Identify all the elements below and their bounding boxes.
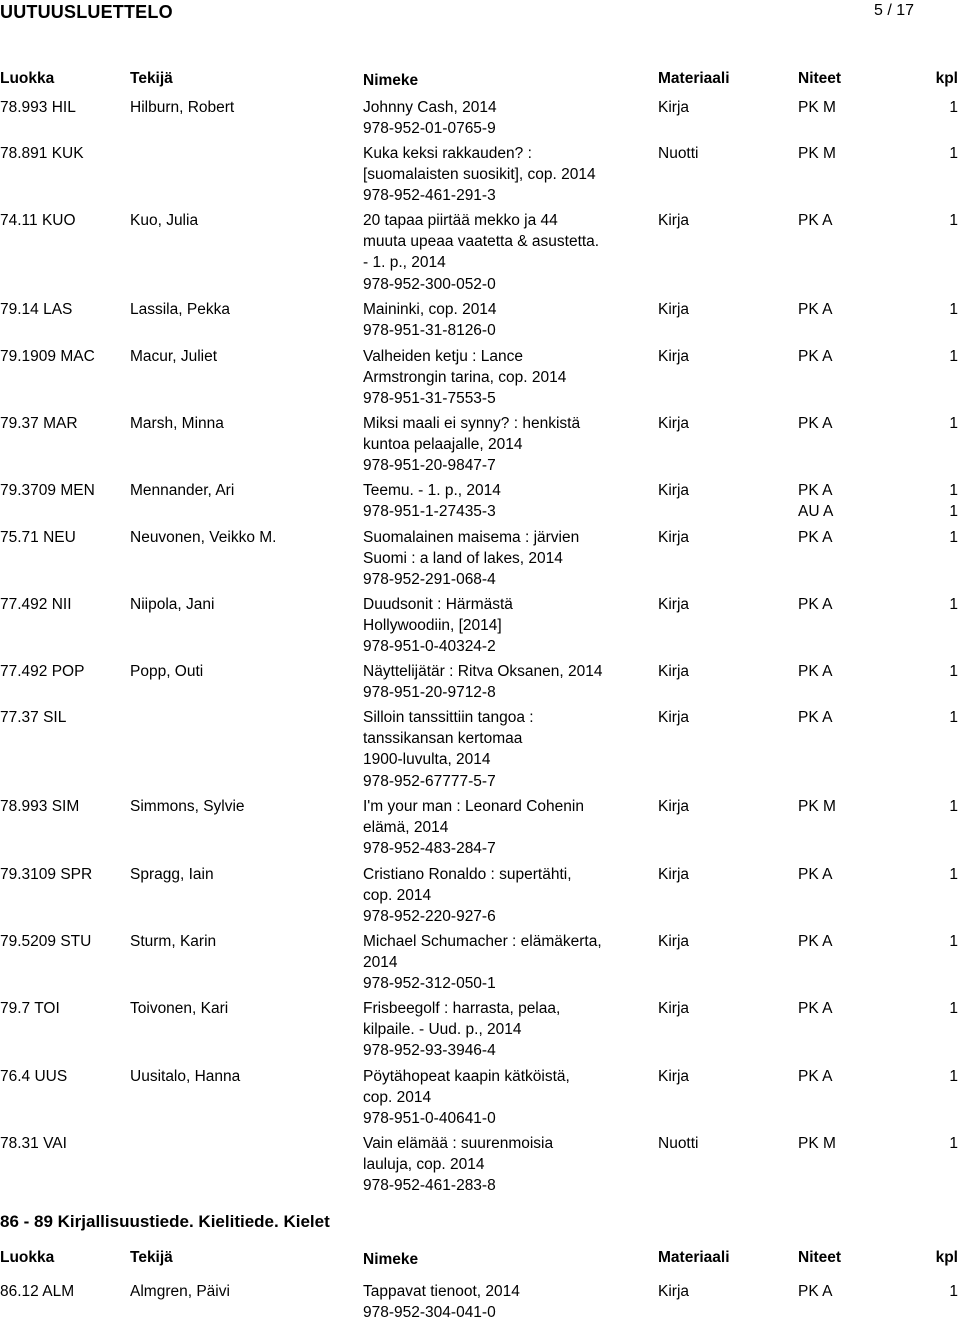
- count: 1: [949, 798, 958, 815]
- title-line: elämä, 2014: [363, 819, 449, 837]
- count: 1: [949, 866, 958, 883]
- class-code: 79.3709 MEN: [0, 482, 95, 499]
- header-notes: Niteet: [798, 1249, 842, 1266]
- material: Kirja: [658, 798, 690, 815]
- class-code: 77.492 NII: [0, 596, 72, 613]
- class-code: 75.71 NEU: [0, 529, 76, 546]
- title-block: [363, 97, 643, 139]
- isbn: 978-952-461-291-3: [363, 187, 496, 205]
- title-line: Kuka keksi rakkauden? :: [363, 145, 532, 162]
- note: PK A: [798, 301, 833, 318]
- header-count: kpl: [935, 1249, 958, 1266]
- isbn: 978-951-1-27435-3: [363, 503, 496, 521]
- title-line: kilpaile. - Uud. p., 2014: [363, 1021, 522, 1039]
- header-notes: Niteet: [798, 70, 842, 87]
- note: PK M: [798, 145, 836, 162]
- count-block: [949, 480, 958, 522]
- count: 1: [949, 529, 958, 546]
- count: 1: [949, 503, 958, 521]
- isbn: 978-952-483-284-7: [363, 840, 496, 858]
- author: Macur, Juliet: [130, 348, 218, 365]
- header-class: Luokka: [0, 70, 55, 87]
- title-line: Johnny Cash, 2014: [363, 99, 497, 116]
- title-line: cop. 2014: [363, 887, 432, 905]
- title-line: Suomalainen maisema : järvien: [363, 529, 580, 546]
- note: PK A: [798, 1068, 833, 1085]
- note: PK A: [798, 348, 833, 365]
- class-code: 79.14 LAS: [0, 301, 73, 318]
- isbn: 978-952-300-052-0: [363, 275, 496, 293]
- class-code: 79.7 TOI: [0, 1000, 60, 1017]
- title-line: Duudsonit : Härmästä: [363, 596, 513, 613]
- author: Lassila, Pekka: [130, 301, 230, 318]
- isbn: 978-951-0-40324-2: [363, 638, 496, 656]
- title-line: cop. 2014: [363, 1089, 432, 1107]
- note: PK M: [798, 798, 836, 815]
- title-line: 2014: [363, 954, 398, 972]
- material: Kirja: [658, 482, 690, 499]
- count: 1: [949, 1000, 958, 1017]
- note: PK A: [798, 709, 833, 726]
- isbn: 978-951-0-40641-0: [363, 1110, 496, 1128]
- author: Popp, Outi: [130, 663, 204, 680]
- note: PK A: [798, 596, 833, 613]
- author: Neuvonen, Veikko M.: [130, 529, 277, 546]
- title-line: Tappavat tienoot, 2014: [363, 1283, 520, 1300]
- note: PK M: [798, 1135, 836, 1152]
- class-code: 86.12 ALM: [0, 1283, 75, 1300]
- section-title: 86 - 89 Kirjallisuustiede. Kielitiede. Kielet: [0, 1212, 330, 1231]
- count: 1: [949, 709, 958, 726]
- header-title: Nimeke: [363, 1251, 419, 1268]
- title-block: [363, 210, 643, 295]
- note: PK A: [798, 415, 833, 432]
- note: PK A: [798, 933, 833, 950]
- author: Uusitalo, Hanna: [130, 1068, 241, 1085]
- title-line: lauluja, cop. 2014: [363, 1156, 485, 1174]
- title-block: [363, 998, 643, 1062]
- class-code: 79.1909 MAC: [0, 348, 95, 365]
- title-line: Armstrongin tarina, cop. 2014: [363, 369, 567, 387]
- count: 1: [949, 1283, 958, 1300]
- author: Spragg, Iain: [130, 866, 214, 883]
- material: Nuotti: [658, 1135, 699, 1152]
- title-block: [363, 796, 643, 860]
- isbn: 978-952-67777-5-7: [363, 772, 496, 790]
- note: PK A: [798, 482, 833, 499]
- class-code: 79.37 MAR: [0, 415, 78, 432]
- material: Kirja: [658, 709, 690, 726]
- title-block: [363, 864, 643, 928]
- material: Kirja: [658, 933, 690, 950]
- title-line: Valheiden ketju : Lance: [363, 348, 523, 365]
- count: 1: [949, 301, 958, 318]
- material: Kirja: [658, 1068, 690, 1085]
- title-block: [363, 480, 643, 522]
- isbn: 978-951-20-9847-7: [363, 457, 496, 475]
- material: Nuotti: [658, 145, 699, 162]
- material: Kirja: [658, 866, 690, 883]
- title-line: Frisbeegolf : harrasta, pelaa,: [363, 1000, 561, 1017]
- title-block: [363, 527, 643, 591]
- author: Almgren, Päivi: [130, 1283, 230, 1300]
- class-code: 78.993 HIL: [0, 99, 76, 116]
- title-line: Pöytähopeat kaapin kätköistä,: [363, 1068, 570, 1085]
- material: Kirja: [658, 1000, 690, 1017]
- title-line: 1900-luvulta, 2014: [363, 751, 491, 769]
- title-block: [363, 707, 643, 792]
- page-title: UUTUUSLUETTELO: [0, 2, 173, 22]
- author: Simmons, Sylvie: [130, 798, 245, 815]
- count: 1: [949, 933, 958, 950]
- title-line: Teemu. - 1. p., 2014: [363, 482, 501, 499]
- title-line: [suomalaisten suosikit], cop. 2014: [363, 166, 596, 184]
- class-code: 79.3109 SPR: [0, 866, 93, 883]
- header-class: Luokka: [0, 1249, 55, 1266]
- isbn: 978-952-312-050-1: [363, 975, 496, 993]
- count: 1: [949, 348, 958, 365]
- title-line: Cristiano Ronaldo : supertähti,: [363, 866, 572, 883]
- header-author: Tekijä: [130, 1249, 173, 1266]
- material: Kirja: [658, 1283, 690, 1300]
- isbn: 978-952-304-041-0: [363, 1304, 496, 1322]
- note: PK A: [798, 1000, 833, 1017]
- count: 1: [949, 596, 958, 613]
- class-code: 77.37 SIL: [0, 709, 67, 726]
- isbn: 978-952-93-3946-4: [363, 1042, 496, 1060]
- note: PK A: [798, 866, 833, 883]
- header-title: Nimeke: [363, 72, 419, 89]
- title-line: 20 tapaa piirtää mekko ja 44: [363, 212, 558, 229]
- isbn: 978-951-20-9712-8: [363, 684, 496, 702]
- title-block: [363, 346, 643, 410]
- title-line: Miksi maali ei synny? : henkistä: [363, 415, 581, 432]
- header-author: Tekijä: [130, 70, 173, 87]
- author: Marsh, Minna: [130, 415, 224, 432]
- count: 1: [949, 99, 958, 116]
- title-line: Hollywoodiin, [2014]: [363, 617, 502, 635]
- material: Kirja: [658, 663, 690, 680]
- title-line: muuta upeaa vaatetta & asustetta.: [363, 233, 600, 251]
- title-block: [363, 931, 643, 995]
- title-line: Suomi : a land of lakes, 2014: [363, 550, 563, 568]
- title-block: [363, 413, 643, 477]
- title-line: - 1. p., 2014: [363, 254, 446, 272]
- note: AU A: [798, 503, 834, 521]
- author: Mennander, Ari: [130, 482, 235, 499]
- class-code: 76.4 UUS: [0, 1068, 68, 1085]
- page-number: 5 / 17: [873, 2, 914, 19]
- count: 1: [949, 482, 958, 499]
- isbn: 978-952-220-927-6: [363, 908, 496, 926]
- author: Sturm, Karin: [130, 933, 217, 950]
- class-code: 74.11 KUO: [0, 212, 76, 229]
- title-line: kuntoa pelaajalle, 2014: [363, 436, 523, 454]
- author: Toivonen, Kari: [130, 1000, 229, 1017]
- material: Kirja: [658, 99, 690, 116]
- isbn: 978-952-291-068-4: [363, 571, 496, 589]
- material: Kirja: [658, 596, 690, 613]
- author: Kuo, Julia: [130, 212, 199, 229]
- title-line: Silloin tanssittiin tangoa :: [363, 709, 534, 726]
- note: PK A: [798, 663, 833, 680]
- note: PK A: [798, 529, 833, 546]
- count: 1: [949, 663, 958, 680]
- note: PK A: [798, 1283, 833, 1300]
- title-line: Michael Schumacher : elämäkerta,: [363, 933, 602, 950]
- material: Kirja: [658, 415, 690, 432]
- material: Kirja: [658, 529, 690, 546]
- class-code: 78.891 KUK: [0, 145, 84, 162]
- isbn: 978-952-461-283-8: [363, 1177, 496, 1195]
- title-line: Näyttelijätär : Ritva Oksanen, 2014: [363, 663, 603, 680]
- title-block: [363, 1281, 643, 1323]
- class-code: 79.5209 STU: [0, 933, 92, 950]
- header-material: Materiaali: [658, 1249, 730, 1266]
- class-code: 77.492 POP: [0, 663, 85, 680]
- count: 1: [949, 415, 958, 432]
- title-block: [363, 1066, 643, 1130]
- count: 1: [949, 1068, 958, 1085]
- note: PK M: [798, 99, 836, 116]
- isbn: 978-951-31-8126-0: [363, 322, 496, 340]
- class-code: 78.993 SIM: [0, 798, 80, 815]
- count: 1: [949, 145, 958, 162]
- title-line: I'm your man : Leonard Cohenin: [363, 798, 584, 815]
- header-material: Materiaali: [658, 70, 730, 87]
- title-line: Vain elämää : suurenmoisia: [363, 1135, 554, 1152]
- title-line: Maininki, cop. 2014: [363, 301, 497, 318]
- count: 1: [949, 1135, 958, 1152]
- title-block: [363, 143, 643, 207]
- title-block: [363, 661, 643, 703]
- material: Kirja: [658, 348, 690, 365]
- note: PK A: [798, 212, 833, 229]
- material: Kirja: [658, 212, 690, 229]
- note-block: [798, 480, 833, 522]
- count: 1: [949, 212, 958, 229]
- title-block: [363, 299, 643, 341]
- author: Hilburn, Robert: [130, 99, 235, 116]
- isbn: 978-952-01-0765-9: [363, 120, 496, 138]
- author: Niipola, Jani: [130, 596, 215, 613]
- title-block: [363, 1133, 643, 1197]
- class-code: 78.31 VAI: [0, 1135, 67, 1152]
- title-line: tanssikansan kertomaa: [363, 730, 523, 748]
- header-count: kpl: [935, 70, 958, 87]
- material: Kirja: [658, 301, 690, 318]
- isbn: 978-951-31-7553-5: [363, 390, 496, 408]
- title-block: [363, 594, 643, 658]
